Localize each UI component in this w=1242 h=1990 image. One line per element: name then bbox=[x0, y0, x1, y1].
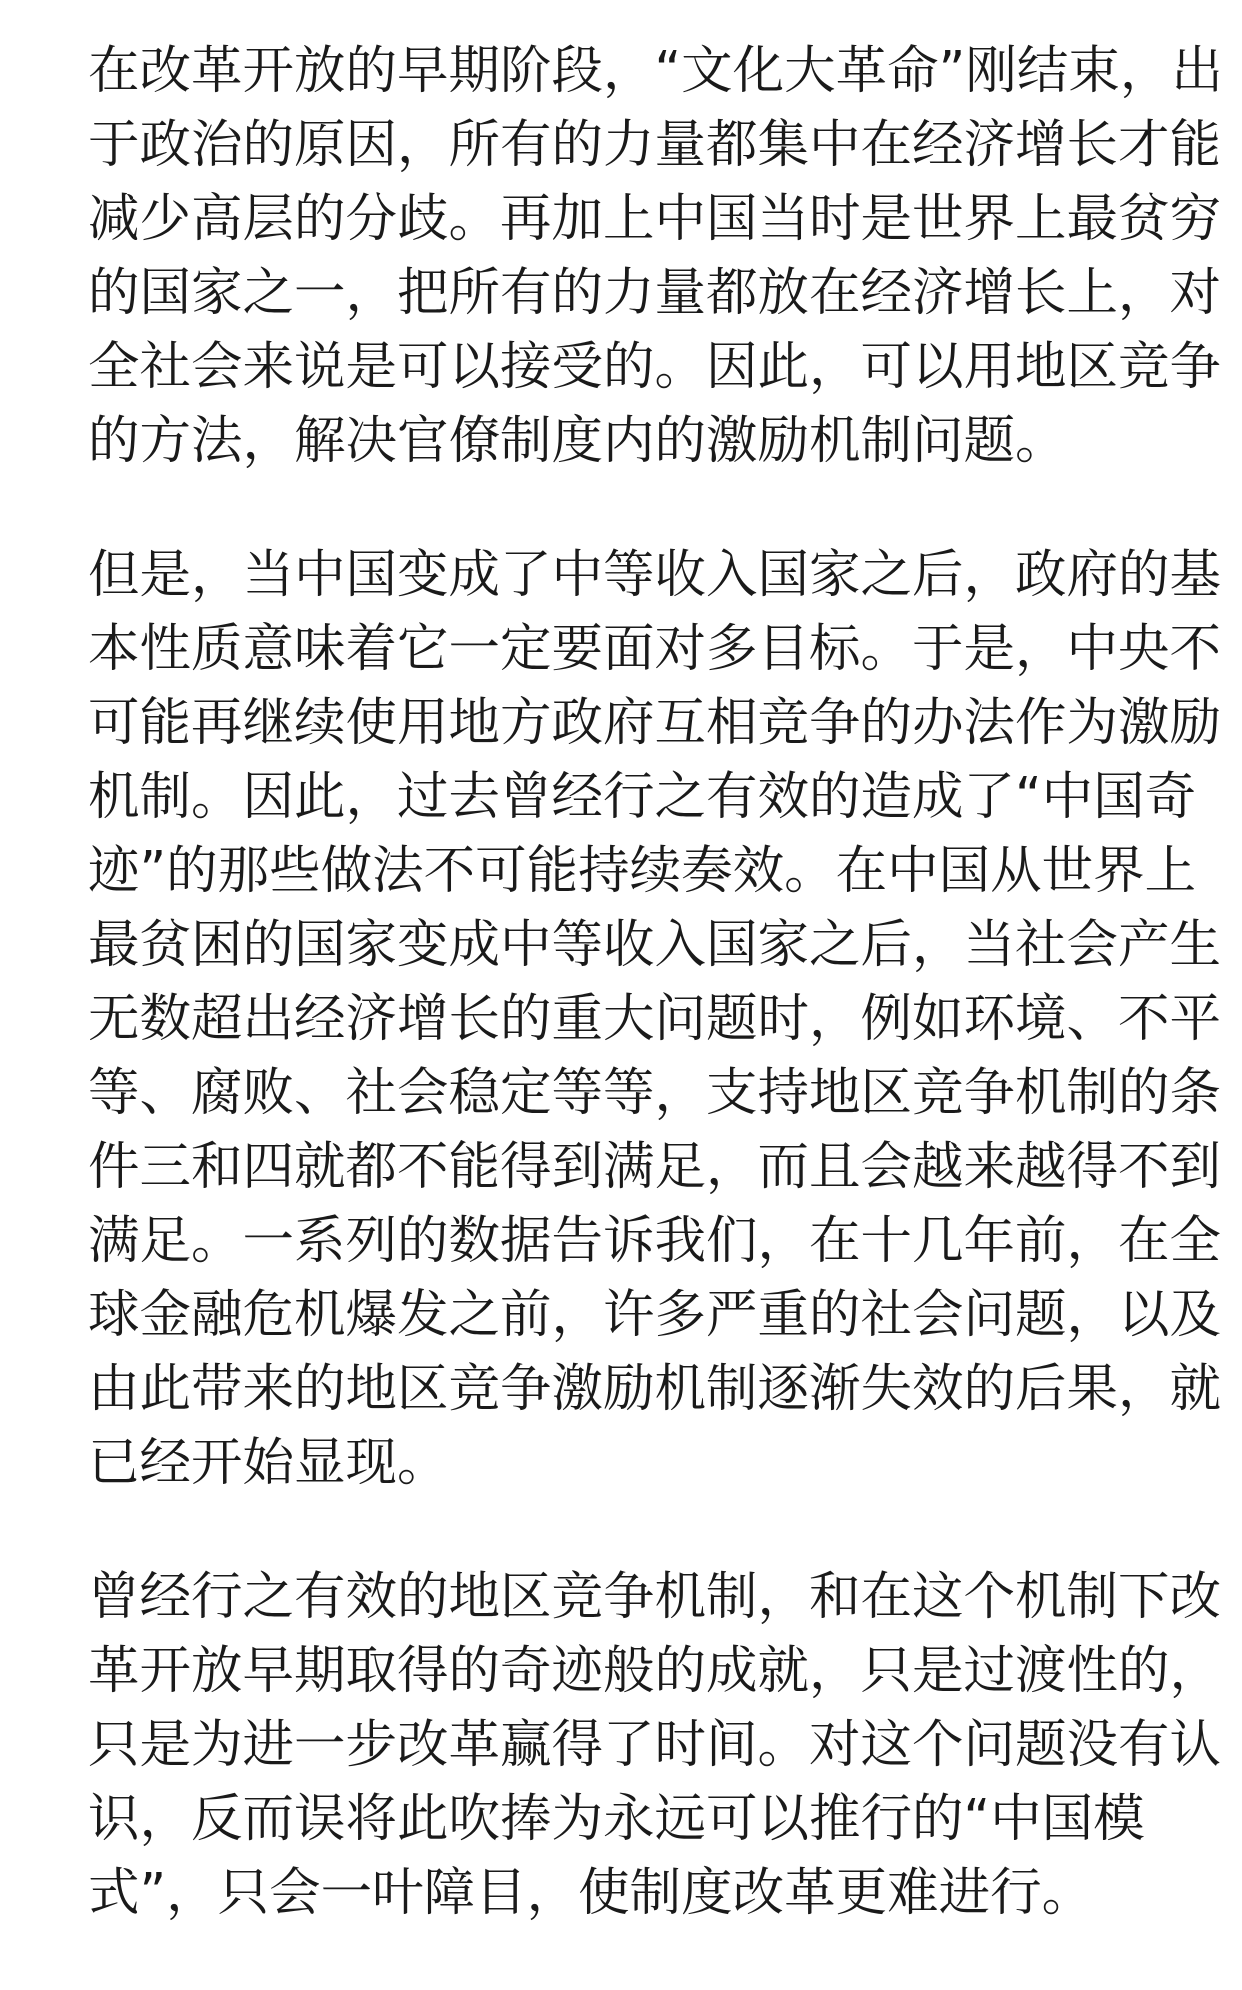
text-line: 满足。一系列的数据告诉我们，在十几年前，在全 bbox=[88, 1211, 1222, 1271]
text-line: 于政治的原因，所有的力量都集中在经济增长才能 bbox=[88, 115, 1222, 175]
text-line: 迹”的那些做法不可能持续奏效。在中国从世界上 bbox=[88, 841, 1197, 901]
text-line: 减少高层的分歧。再加上中国当时是世界上最贫穷 bbox=[88, 189, 1222, 249]
text-line: 的方法，解决官僚制度内的激励机制问题。 bbox=[88, 411, 1067, 471]
text-line: 在改革开放的早期阶段，“文化大革命”刚结束，出 bbox=[88, 41, 1223, 101]
text-line: 可能再继续使用地方政府互相竞争的办法作为激励 bbox=[88, 693, 1222, 753]
text-line: 革开放早期取得的奇迹般的成就，只是过渡性的， bbox=[88, 1641, 1222, 1701]
article-body bbox=[88, 34, 1223, 1990]
text-line: 式”，只会一叶障目，使制度改革更难进行。 bbox=[88, 1863, 1094, 1923]
text-line: 机制。因此，过去曾经行之有效的造成了“中国奇 bbox=[88, 767, 1197, 827]
text-line: 只是为进一步改革赢得了时间。对这个问题没有认 bbox=[88, 1715, 1222, 1775]
text-line: 但是，当中国变成了中等收入国家之后，政府的基 bbox=[88, 545, 1222, 605]
text-line: 曾经行之有效的地区竞争机制，和在这个机制下改 bbox=[88, 1567, 1222, 1627]
text-line: 本性质意味着它一定要面对多目标。于是，中央不 bbox=[88, 619, 1222, 679]
text-line: 的国家之一，把所有的力量都放在经济增长上，对 bbox=[88, 263, 1222, 323]
text-line: 全社会来说是可以接受的。因此，可以用地区竞争 bbox=[88, 337, 1222, 397]
text-line: 由此带来的地区竞争激励机制逐渐失效的后果，就 bbox=[88, 1359, 1222, 1419]
text-line: 球金融危机爆发之前，许多严重的社会问题，以及 bbox=[88, 1285, 1222, 1345]
paragraph-3 bbox=[88, 1560, 1222, 1930]
paragraph-1 bbox=[88, 34, 1223, 478]
text-line: 已经开始显现。 bbox=[88, 1433, 449, 1493]
paragraph-2 bbox=[88, 538, 1222, 1500]
text-line: 最贫困的国家变成中等收入国家之后，当社会产生 bbox=[88, 915, 1222, 975]
text-line: 件三和四就都不能得到满足，而且会越来越得不到 bbox=[88, 1137, 1222, 1197]
text-line: 等、腐败、社会稳定等等，支持地区竞争机制的条 bbox=[88, 1063, 1222, 1123]
text-line: 无数超出经济增长的重大问题时，例如环境、不平 bbox=[88, 989, 1222, 1049]
text-line: 识，反而误将此吹捧为永远可以推行的“中国模 bbox=[88, 1789, 1145, 1849]
